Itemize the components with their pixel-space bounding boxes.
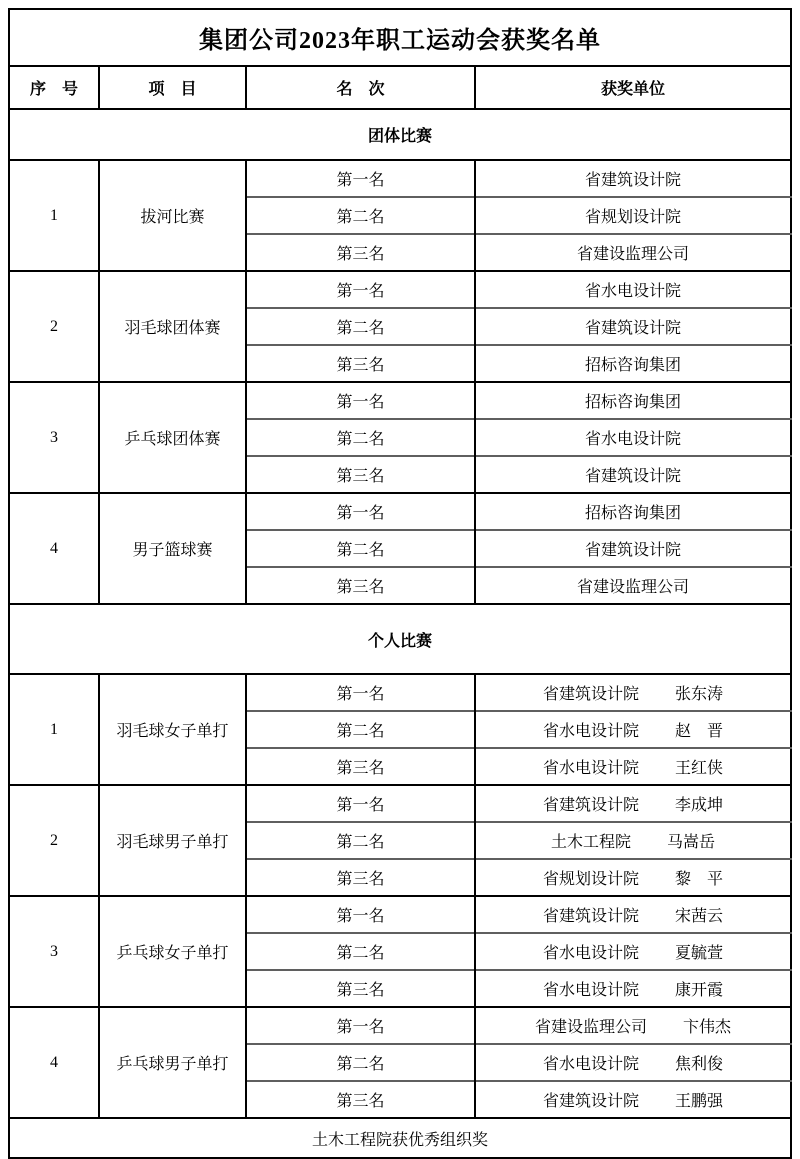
rank-cell: 第三名 [246,1081,475,1118]
section-header-row [9,109,791,160]
rank-cell: 第二名 [246,197,475,234]
unit-name: 省建设监理公司 [534,1019,647,1036]
table-row [9,1007,791,1044]
page-title: 集团公司2023年职工运动会获奖名单 [9,9,791,66]
event-cell: 乒乓球男子单打 [99,1007,246,1118]
table-row [9,382,791,419]
serial-cell: 2 [9,785,99,896]
rank-cell: 第三名 [246,567,475,604]
event-cell: 羽毛球女子单打 [99,674,246,785]
person-name: 马嵩岳 [667,834,716,851]
rank-cell: 第二名 [246,822,475,859]
serial-cell: 2 [9,271,99,382]
person-name: 王鹏强 [675,1093,724,1110]
unit-cell: 省建筑设计院 [475,308,791,345]
unit-name: 省水电设计院 [542,1056,639,1073]
unit-cell: 招标咨询集团 [475,382,791,419]
unit-cell [475,1007,791,1044]
column-header-serial: 序 号 [9,66,99,109]
event-cell: 羽毛球男子单打 [99,785,246,896]
person-name: 黎 平 [675,871,724,888]
footer-note: 土木工程院获优秀组织奖 [9,1118,791,1158]
event-cell: 乒乓球女子单打 [99,896,246,1007]
column-header-event: 项 目 [99,66,246,109]
unit-cell: 招标咨询集团 [475,345,791,382]
rank-cell: 第一名 [246,382,475,419]
table-row [9,674,791,711]
unit-cell: 省建设监理公司 [475,567,791,604]
unit-name: 省建筑设计院 [542,1093,639,1110]
event-cell: 拔河比赛 [99,160,246,271]
serial-cell: 1 [9,160,99,271]
unit-name: 省建筑设计院 [542,908,639,925]
rank-cell: 第一名 [246,493,475,530]
serial-cell: 4 [9,493,99,604]
event-cell: 乒乓球团体赛 [99,382,246,493]
unit-cell [475,785,791,822]
rank-cell: 第三名 [246,345,475,382]
unit-cell [475,1044,791,1081]
person-name: 张东涛 [675,686,724,703]
rank-cell: 第三名 [246,970,475,1007]
unit-name: 省规划设计院 [542,871,639,888]
serial-cell: 1 [9,674,99,785]
serial-cell: 3 [9,382,99,493]
unit-cell: 省规划设计院 [475,197,791,234]
footer-row [9,1118,791,1158]
unit-cell [475,674,791,711]
unit-cell: 省建筑设计院 [475,530,791,567]
unit-name: 省水电设计院 [542,945,639,962]
unit-cell: 省建筑设计院 [475,160,791,197]
rank-cell: 第一名 [246,1007,475,1044]
rank-cell: 第一名 [246,271,475,308]
rank-cell: 第三名 [246,859,475,896]
unit-cell [475,1081,791,1118]
table-row [9,785,791,822]
unit-cell: 省建筑设计院 [475,456,791,493]
table-row [9,896,791,933]
unit-name: 土木工程院 [550,834,631,851]
rank-cell: 第三名 [246,456,475,493]
unit-cell [475,970,791,1007]
rank-cell: 第二名 [246,308,475,345]
person-name: 李成坤 [675,797,724,814]
table-row [9,160,791,197]
person-name: 赵 晋 [675,723,724,740]
serial-cell: 4 [9,1007,99,1118]
unit-name: 省建筑设计院 [542,797,639,814]
unit-cell [475,933,791,970]
event-cell: 羽毛球团体赛 [99,271,246,382]
person-name: 宋茜云 [675,908,724,925]
unit-name: 省建筑设计院 [542,686,639,703]
person-name: 夏毓萱 [675,945,724,962]
unit-cell: 省建设监理公司 [475,234,791,271]
section-header-individual: 个人比赛 [9,604,791,674]
unit-cell [475,859,791,896]
rank-cell: 第一名 [246,160,475,197]
rank-cell: 第三名 [246,234,475,271]
person-name: 焦利俊 [675,1056,724,1073]
rank-cell: 第一名 [246,674,475,711]
rank-cell: 第一名 [246,896,475,933]
serial-cell: 3 [9,896,99,1007]
rank-cell: 第二名 [246,711,475,748]
unit-name: 省水电设计院 [542,982,639,999]
unit-cell: 省水电设计院 [475,271,791,308]
unit-cell: 省水电设计院 [475,419,791,456]
person-name: 王红侠 [675,760,724,777]
unit-cell [475,748,791,785]
column-header-unit: 获奖单位 [475,66,791,109]
table-row [9,493,791,530]
table-row [9,271,791,308]
section-header-team: 团体比赛 [9,109,791,160]
title-row [9,9,791,66]
column-header-row [9,66,791,109]
rank-cell: 第二名 [246,530,475,567]
unit-cell [475,822,791,859]
person-name: 康开霞 [675,982,724,999]
unit-name: 省水电设计院 [542,760,639,777]
event-cell: 男子篮球赛 [99,493,246,604]
unit-cell [475,711,791,748]
rank-cell: 第三名 [246,748,475,785]
person-name: 卞伟杰 [683,1019,732,1036]
unit-cell: 招标咨询集团 [475,493,791,530]
unit-cell [475,896,791,933]
awards-table [8,8,792,1159]
column-header-rank: 名 次 [246,66,475,109]
rank-cell: 第二名 [246,419,475,456]
rank-cell: 第一名 [246,785,475,822]
rank-cell: 第二名 [246,1044,475,1081]
rank-cell: 第二名 [246,933,475,970]
unit-name: 省水电设计院 [542,723,639,740]
section-header-row [9,604,791,674]
